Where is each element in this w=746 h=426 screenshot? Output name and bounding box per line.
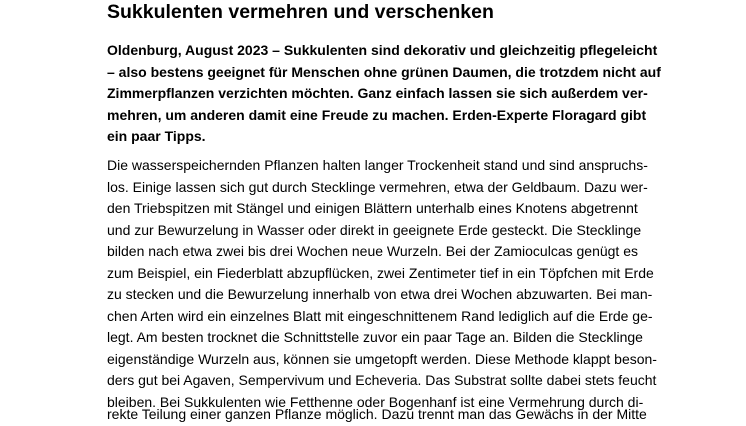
body-line: bleiben. Bei Sukkulenten wie Fetthenne oder Bogenhanf ist eine Vermehrung durch di- [107, 393, 644, 410]
lead-paragraph [107, 40, 667, 148]
lead-line: mehren, um anderen damit eine Freude zu machen. Erden-Experte Floragard gibt [107, 106, 647, 123]
body-line: eigenständige Wurzeln aus, können sie umgetopft werden. Diese Methode klappt beson- [107, 350, 657, 367]
body-line: legt. Am besten trocknet die Schnittstelle zuvor ein paar Tage an. Bilden die Stecklinge [107, 329, 643, 345]
lead-line: Oldenburg, August 2023 – Sukkulenten sind dekorativ und gleichzeitig pflegeleicht [107, 42, 658, 58]
body-line: zu stecken und die Bewurzelung innerhalb von etwa drei Wochen abzuwarten. Bei man- [107, 286, 653, 302]
body-line: chen Arten wird ein einzelnes Blatt mit eingeschnittenem Rand lediglich auf die Erde ge- [107, 307, 653, 324]
body-line: den Triebspitzen mit Stängel und einigen Blättern unterhalb eines Knotens abgetrennt [107, 200, 638, 216]
lead-line: – also bestens geeignet für Menschen ohne grünen Daumen, die trotzdem nicht auf [107, 63, 661, 80]
body-paragraph [107, 155, 667, 423]
body-line: Die wasserspeichernden Pflanzen halten langer Trockenheit stand und sind anspruchs- [107, 157, 648, 173]
body-line-clipped [107, 406, 667, 423]
body-line: und zur Bewurzelung in Wasser oder direkt in geeignete Erde gesteckt. Die Stecklinge [107, 221, 642, 238]
lead-line: ein paar Tipps. [107, 128, 206, 144]
body-line: bilden nach etwa zwei bis drei Wochen neue Wurzeln. Bei der Zamioculcas genügt es [107, 243, 638, 259]
lead-line: Zimmerpflanzen verzichten möchten. Ganz einfach lassen sie sich außerdem ver- [107, 85, 648, 101]
body-line: ders gut bei Agaven, Sempervivum und Echeveria. Das Substrat sollte dabei stets feucht [107, 372, 657, 388]
page-title: Sukkulenten vermehren und verschenken [107, 1, 494, 23]
body-line-clipped-text: rekte Teilung einer ganzen Pflanze möglich. Dazu trennt man das Gewächs in der Mitte [107, 406, 647, 422]
body-line: los. Einige lassen sich gut durch Stecklinge vermehren, etwa der Geldbaum. Dazu wer- [107, 178, 648, 195]
body-line: zum Beispiel, ein Fiederblatt abzupflücken, zwei Zentimeter tief in ein Töpfchen mit Erde [107, 264, 654, 281]
